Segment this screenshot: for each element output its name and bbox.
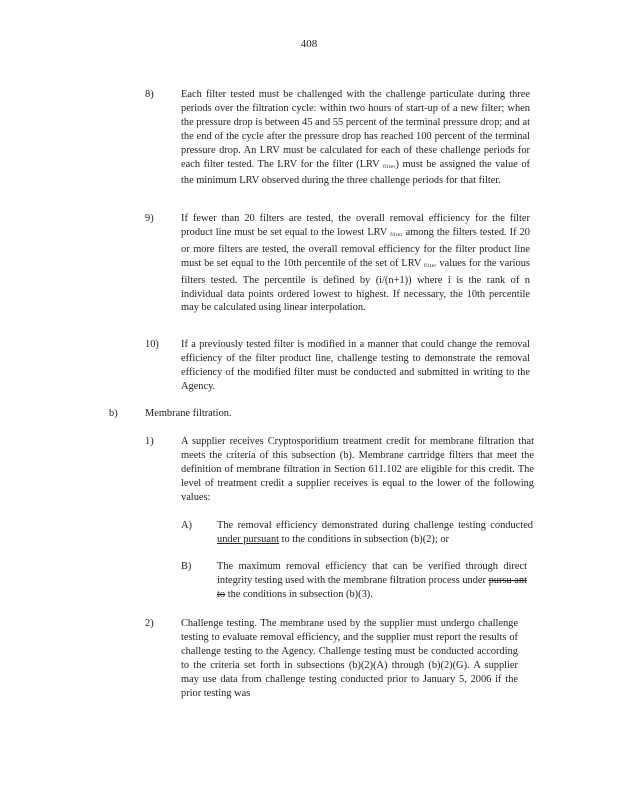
subscript-filter: filter — [424, 262, 437, 269]
page-number: 408 — [300, 38, 318, 50]
section-label-b: b) — [109, 408, 118, 419]
item-10-text: If a previously tested filter is modified in a manner that could change the removal efficiency of the filter product line, challenge testing to demonstrate the removal efficiency of the modified filter must be conducted and submitted in writing to the Agency. — [181, 339, 530, 392]
item-9-part-3: values for the various filters tested. The percentile is defined by (i/(n+1)) where i is the rank of n individual data points ordered lowest to highest. If necessary, the 10th percentile may be calculated using linear interpolation. — [181, 257, 530, 314]
item-label-10: 10) — [145, 339, 159, 350]
struck-through-text: pursu ant to — [217, 574, 527, 600]
item-8-part-1: Each filter tested must be challenged with the challenge particulate during three periods over the filtration cycle: within two hours of start-up of a new filter; when the pressure drop is between 45 and 55 percent of the terminal pressure drop; and at the end of the cycle after the pressure drop has reached 100 percent of the terminal pressure drop. An LRV must be calculated for each of these challenge periods for each filter tested. The LRV for the filter (LRV — [181, 89, 530, 170]
item-9-part-1: If fewer than 20 filters are tested, the overall removal efficiency for the filter product line must be set equal to the lowest LRV — [181, 213, 530, 238]
subscript-filter: filter — [390, 231, 403, 238]
item-9-part-2: among the filters tested. If 20 or more filters are tested, the overall removal efficiency for the filter product line must be set equal to the 10th percentile of the set of LRV — [181, 226, 530, 269]
subitem-label-A: A) — [181, 520, 192, 531]
underlined-inserted-text: under pursuant — [217, 533, 280, 545]
item-label-2: 2) — [145, 618, 154, 629]
subscript-filter: filter — [383, 163, 396, 170]
item-1-text: A supplier receives Cryptosporidium treatment credit for membrane filtration that meets the criteria of this subsection (b). Membrane cartridge filters that meet the definition of membrane filtration in Section 611.102 are eligible for this credit. The level of treatment credit a supplier receives is equal to the lower of the following values: — [181, 436, 534, 503]
subitem-B-text — [217, 560, 527, 602]
subitem-A-part-2: to the conditions in subsection (b)(2); or — [279, 533, 450, 545]
item-label-9: 9) — [145, 213, 154, 224]
item-8-part-2: ) must be assigned the value of the minimum LRV observed during the three challenge periods for that filter. — [181, 158, 530, 187]
subitem-label-B: B) — [181, 561, 192, 572]
subitem-B-part-2: the conditions in subsection (b)(3). — [225, 588, 373, 600]
item-label-1: 1) — [145, 436, 154, 447]
item-label-8: 8) — [145, 89, 154, 100]
subitem-A-text — [217, 519, 533, 547]
subitem-B-part-1: The maximum removal efficiency that can be verified through direct integrity testing used with the membrane filtration process under — [217, 561, 527, 586]
subitem-A-part-1: The removal efficiency demonstrated during challenge testing conducted — [217, 520, 533, 531]
item-2-text: Challenge testing. The membrane used by the supplier must undergo challenge testing to evaluate removal efficiency, and the supplier must report the results of challenge testing to the Agency. Challenge testing must be conducted according to the criteria set forth in subsections (b)(2)(A) through (b)(2)(G). A supplier may use data from challenge testing conducted prior to January 5, 2006 if the prior testing was — [181, 618, 518, 699]
item-9-text — [181, 212, 530, 315]
section-b-heading: Membrane filtration. — [145, 408, 232, 419]
item-8-text — [181, 88, 530, 188]
